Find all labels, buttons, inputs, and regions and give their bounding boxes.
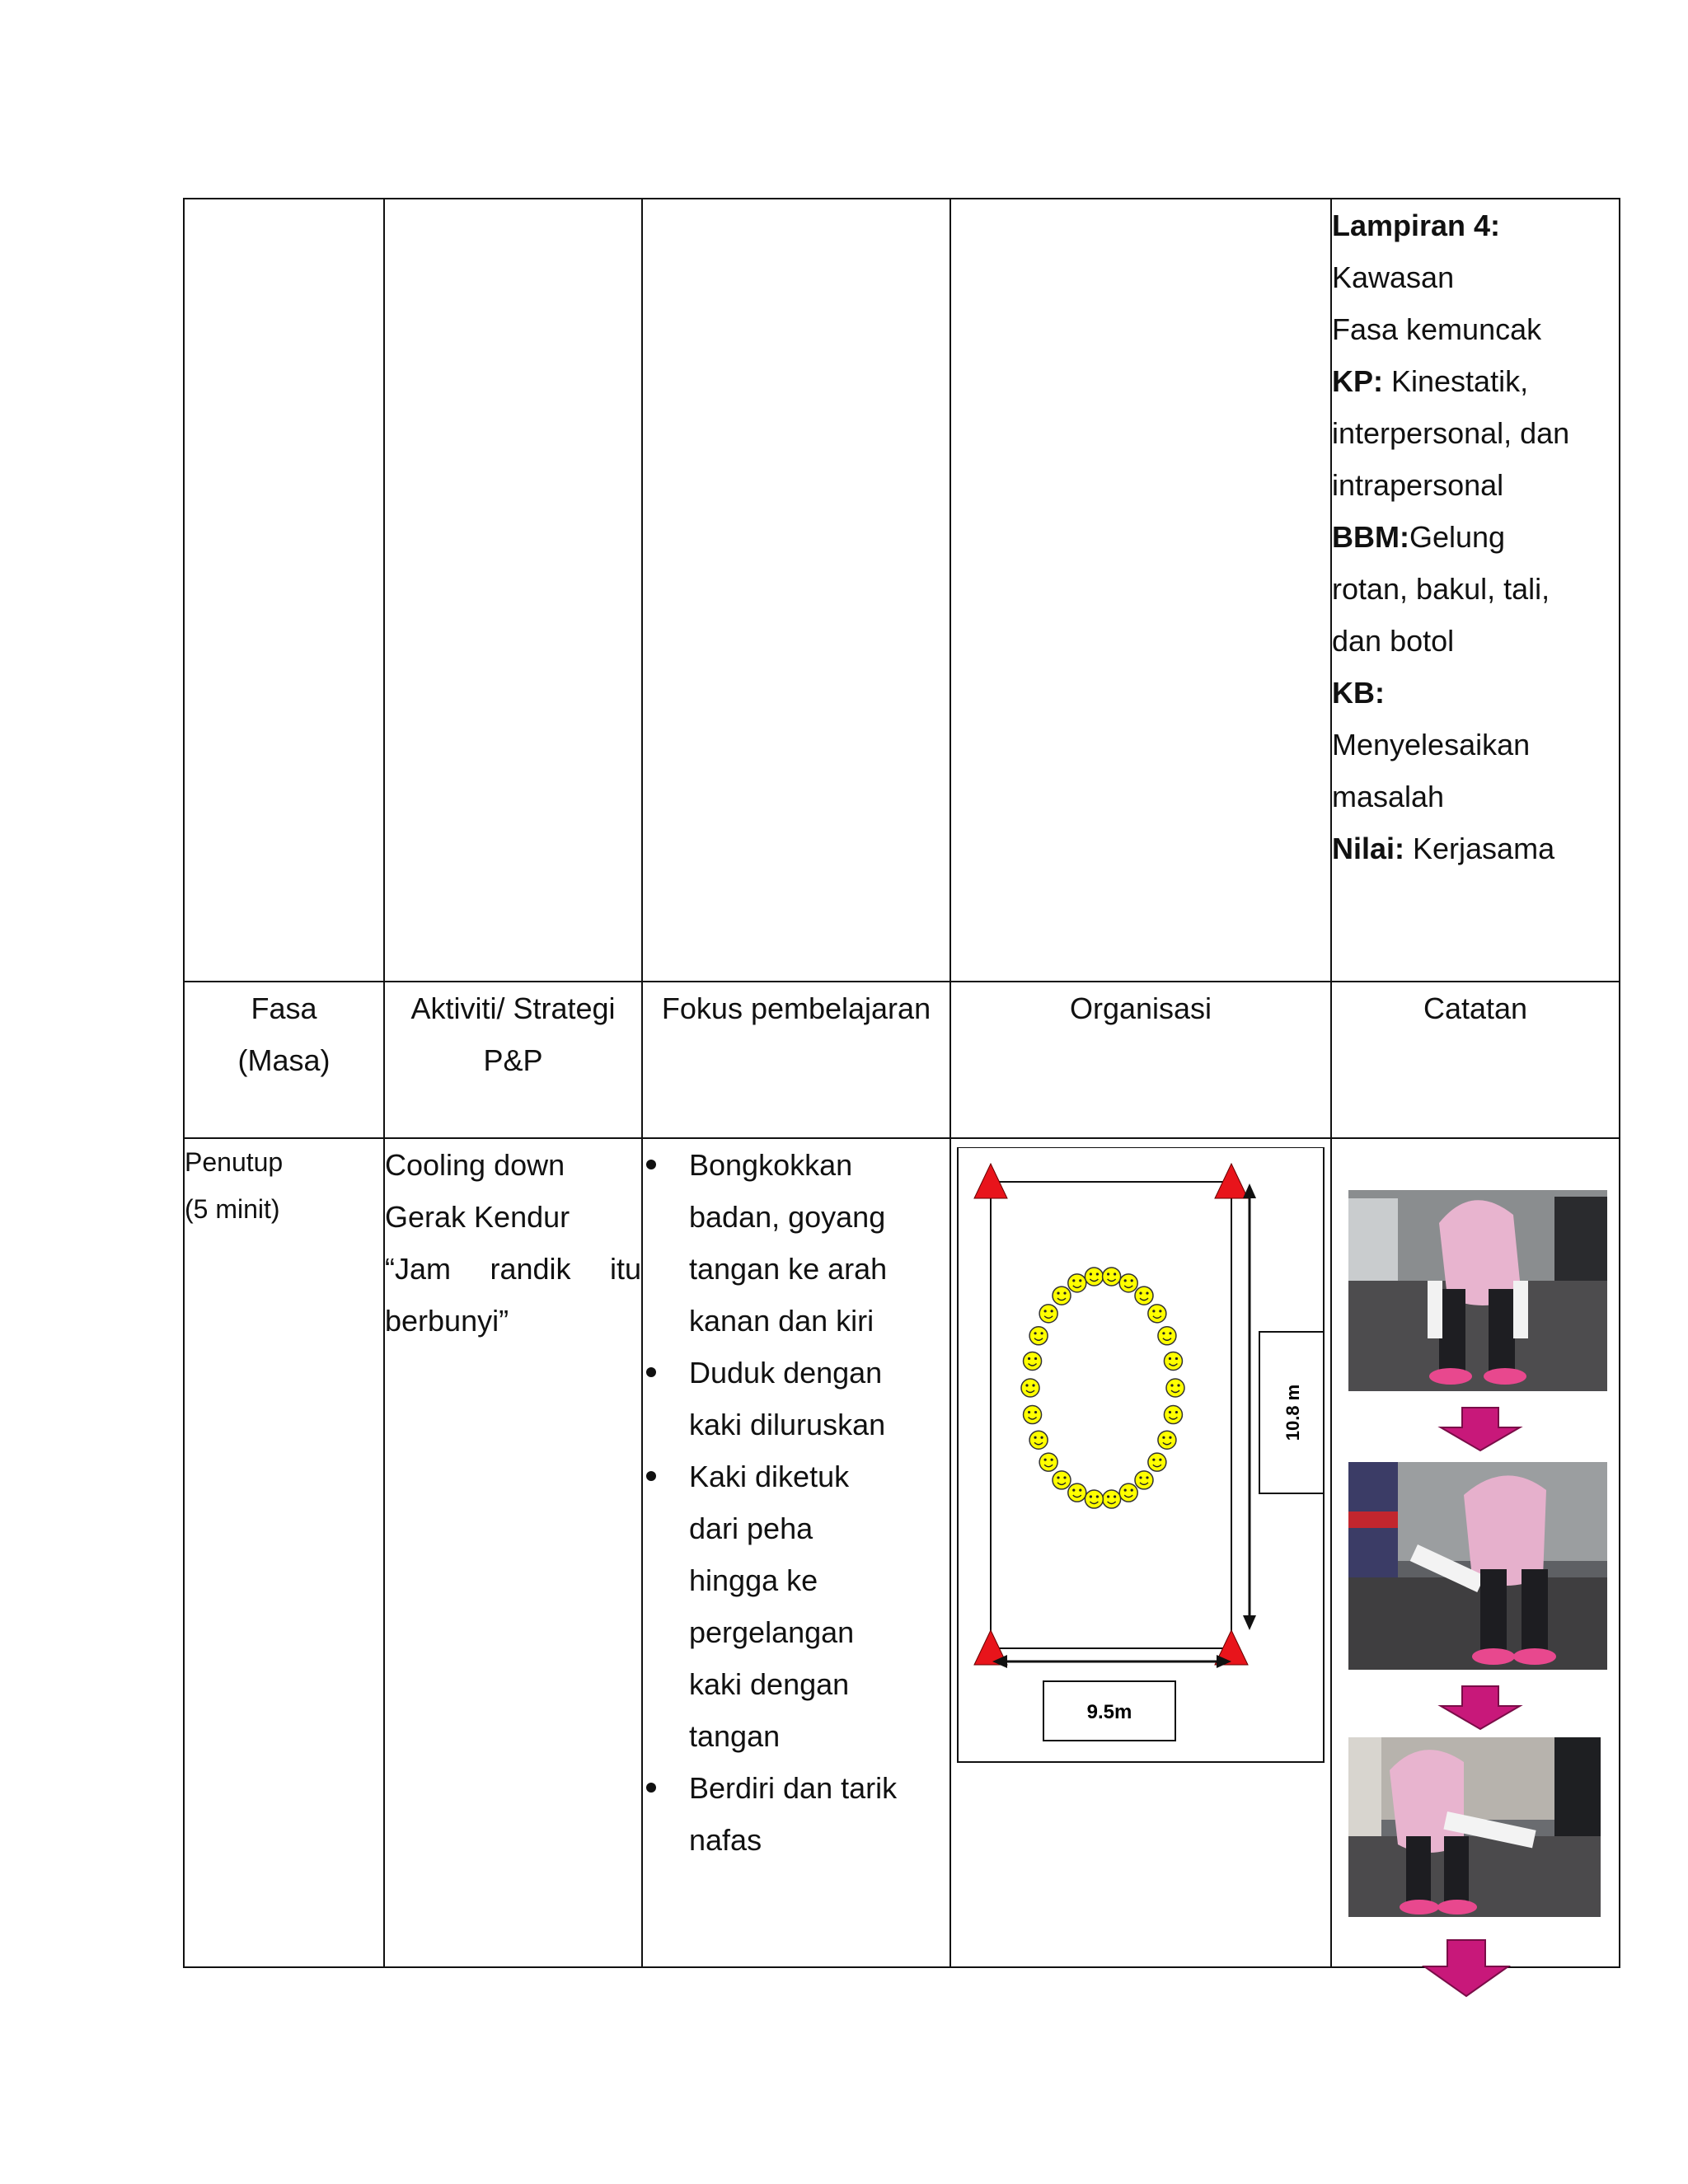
- length-arrow-head-top: [1243, 1183, 1256, 1198]
- fokus-line: kaki diluruskan: [689, 1408, 886, 1441]
- width-label: 9.5m: [1086, 1701, 1132, 1723]
- header-row: [184, 982, 1620, 1138]
- student-smiley-icon: [1135, 1471, 1153, 1489]
- student-smiley-icon: [1085, 1268, 1103, 1286]
- student-smiley-icon: [1029, 1431, 1048, 1449]
- bullet-icon: [646, 1367, 656, 1377]
- catatan-cell: [1331, 1138, 1620, 1967]
- lampiran-notes: [1331, 199, 1620, 982]
- bbm-text: Gelung: [1409, 520, 1506, 554]
- student-smiley-icon: [1148, 1305, 1166, 1323]
- empty-cell: [642, 199, 950, 982]
- penutup-aktiviti: [384, 1138, 642, 1967]
- lampiran-title: Lampiran 4:: [1332, 209, 1501, 242]
- fokus-line: dari peha: [689, 1511, 814, 1545]
- fokus-item: [689, 1347, 950, 1451]
- fokus-line: Kaki diketuk: [689, 1460, 850, 1493]
- fokus-line: Bongkokkan: [689, 1148, 853, 1182]
- fasa-line: Penutup: [185, 1147, 284, 1177]
- nilai-text: Kerjasama: [1404, 832, 1555, 865]
- bullet-icon: [646, 1471, 656, 1481]
- aktiviti-line: Cooling down: [385, 1148, 565, 1182]
- aktiviti-line: berbunyi”: [385, 1304, 509, 1338]
- fasa-line: (5 minit): [185, 1194, 280, 1224]
- fokus-item: [689, 1762, 950, 1866]
- fokus-line: pergelangan: [689, 1615, 855, 1649]
- student-smiley-icon: [1021, 1379, 1039, 1397]
- student-smiley-icon: [1024, 1406, 1042, 1424]
- student-smiley-icon: [1039, 1305, 1057, 1323]
- student-smiley-icon: [1164, 1352, 1182, 1370]
- fokus-list: [643, 1139, 950, 1866]
- student-smiley-icon: [1164, 1406, 1182, 1424]
- student-smiley-icon: [1103, 1490, 1121, 1508]
- student-smiley-icon: [1039, 1453, 1057, 1471]
- empty-cell: [184, 199, 384, 982]
- student-smiley-icon: [1053, 1286, 1071, 1305]
- fokus-line: kaki dengan: [689, 1667, 850, 1701]
- flow-arrow-down-icon: [1421, 1938, 1512, 1998]
- student-smiley-icon: [1053, 1471, 1071, 1489]
- kb-label: KB:: [1332, 676, 1385, 710]
- cones-group: [974, 1164, 1248, 1665]
- kp-text: intrapersonal: [1332, 468, 1504, 502]
- kb-text: Menyelesaikan: [1332, 728, 1531, 762]
- flow-arrow-down-icon: [1437, 1685, 1523, 1731]
- student-smiley-icon: [1103, 1268, 1121, 1286]
- penutup-row: [184, 1138, 1620, 1967]
- header-aktiviti-line: Aktiviti/ Strategi: [410, 991, 616, 1025]
- photo-bend-2: [1348, 1462, 1607, 1670]
- student-smiley-icon: [1166, 1379, 1184, 1397]
- student-smiley-icon: [1068, 1274, 1086, 1292]
- penutup-fasa: [184, 1138, 384, 1967]
- fokus-line: kanan dan kiri: [689, 1304, 874, 1338]
- empty-cell: [384, 199, 642, 982]
- length-arrow-head-bottom: [1243, 1615, 1256, 1630]
- continuation-row: [184, 199, 1620, 982]
- header-fokus: [642, 982, 950, 1138]
- student-smiley-icon: [1085, 1490, 1103, 1508]
- bullet-icon: [646, 1783, 656, 1793]
- aktiviti-line: “Jam randik itu: [385, 1252, 641, 1286]
- organisasi-cell: [950, 1138, 1331, 1967]
- kp-text: Kinestatik,: [1383, 364, 1529, 398]
- fokus-line: nafas: [689, 1823, 762, 1857]
- student-smiley-icon: [1119, 1274, 1137, 1292]
- penutup-fokus: [642, 1138, 950, 1967]
- header-aktiviti: [384, 982, 642, 1138]
- student-smiley-icon: [1024, 1352, 1042, 1370]
- nilai-line: [1332, 823, 1619, 874]
- header-fasa-line: Fasa: [251, 991, 317, 1025]
- fokus-item: [689, 1451, 950, 1762]
- student-smiley-icon: [1068, 1483, 1086, 1502]
- header-fasa-line: (Masa): [237, 1043, 331, 1077]
- header-fokus-line: Fokus pembelajaran: [661, 991, 931, 1025]
- empty-cell: [950, 199, 1331, 982]
- header-organisasi: [950, 982, 1331, 1138]
- bbm-text: dan botol: [1332, 624, 1455, 658]
- fokus-line: badan, goyang: [689, 1200, 886, 1234]
- header-catatan-line: Catatan: [1423, 991, 1528, 1025]
- header-fasa: [184, 982, 384, 1138]
- fokus-line: tangan: [689, 1719, 781, 1753]
- fokus-line: Duduk dengan: [689, 1356, 883, 1390]
- kp-line: [1332, 355, 1619, 407]
- length-label: 10.8 m: [1282, 1384, 1303, 1441]
- student-smiley-icon: [1158, 1431, 1176, 1449]
- court-diagram: [954, 1147, 1327, 1774]
- fokus-line: Berdiri dan tarik: [689, 1771, 898, 1805]
- aktiviti-line: Gerak Kendur: [385, 1200, 570, 1234]
- bbm-label: BBM:: [1332, 520, 1409, 554]
- fokus-item: [689, 1139, 950, 1347]
- flow-arrow-down-icon: [1437, 1406, 1523, 1452]
- header-organisasi-line: Organisasi: [1069, 991, 1212, 1025]
- header-catatan: [1331, 982, 1620, 1138]
- kp-label: KP:: [1332, 364, 1383, 398]
- students-circle: [1021, 1268, 1184, 1508]
- student-smiley-icon: [1158, 1327, 1176, 1345]
- header-aktiviti-line: P&P: [483, 1043, 543, 1077]
- lesson-plan-table: [183, 198, 1620, 1968]
- student-smiley-icon: [1148, 1453, 1166, 1471]
- photo-bend-1: [1348, 1190, 1607, 1391]
- nilai-label: Nilai:: [1332, 832, 1405, 865]
- lampiran-line: Fasa kemuncak: [1332, 312, 1542, 346]
- bullet-icon: [646, 1160, 656, 1169]
- student-smiley-icon: [1029, 1327, 1048, 1345]
- student-smiley-icon: [1119, 1483, 1137, 1502]
- fokus-line: tangan ke arah: [689, 1252, 888, 1286]
- photo-bend-3: [1348, 1737, 1601, 1917]
- kp-text: interpersonal, dan: [1332, 416, 1570, 450]
- kb-text: masalah: [1332, 780, 1445, 813]
- bbm-line: [1332, 511, 1619, 563]
- bbm-text: rotan, bakul, tali,: [1332, 572, 1550, 606]
- lampiran-line: Kawasan: [1332, 260, 1455, 294]
- student-smiley-icon: [1135, 1286, 1153, 1305]
- fokus-line: hingga ke: [689, 1563, 818, 1597]
